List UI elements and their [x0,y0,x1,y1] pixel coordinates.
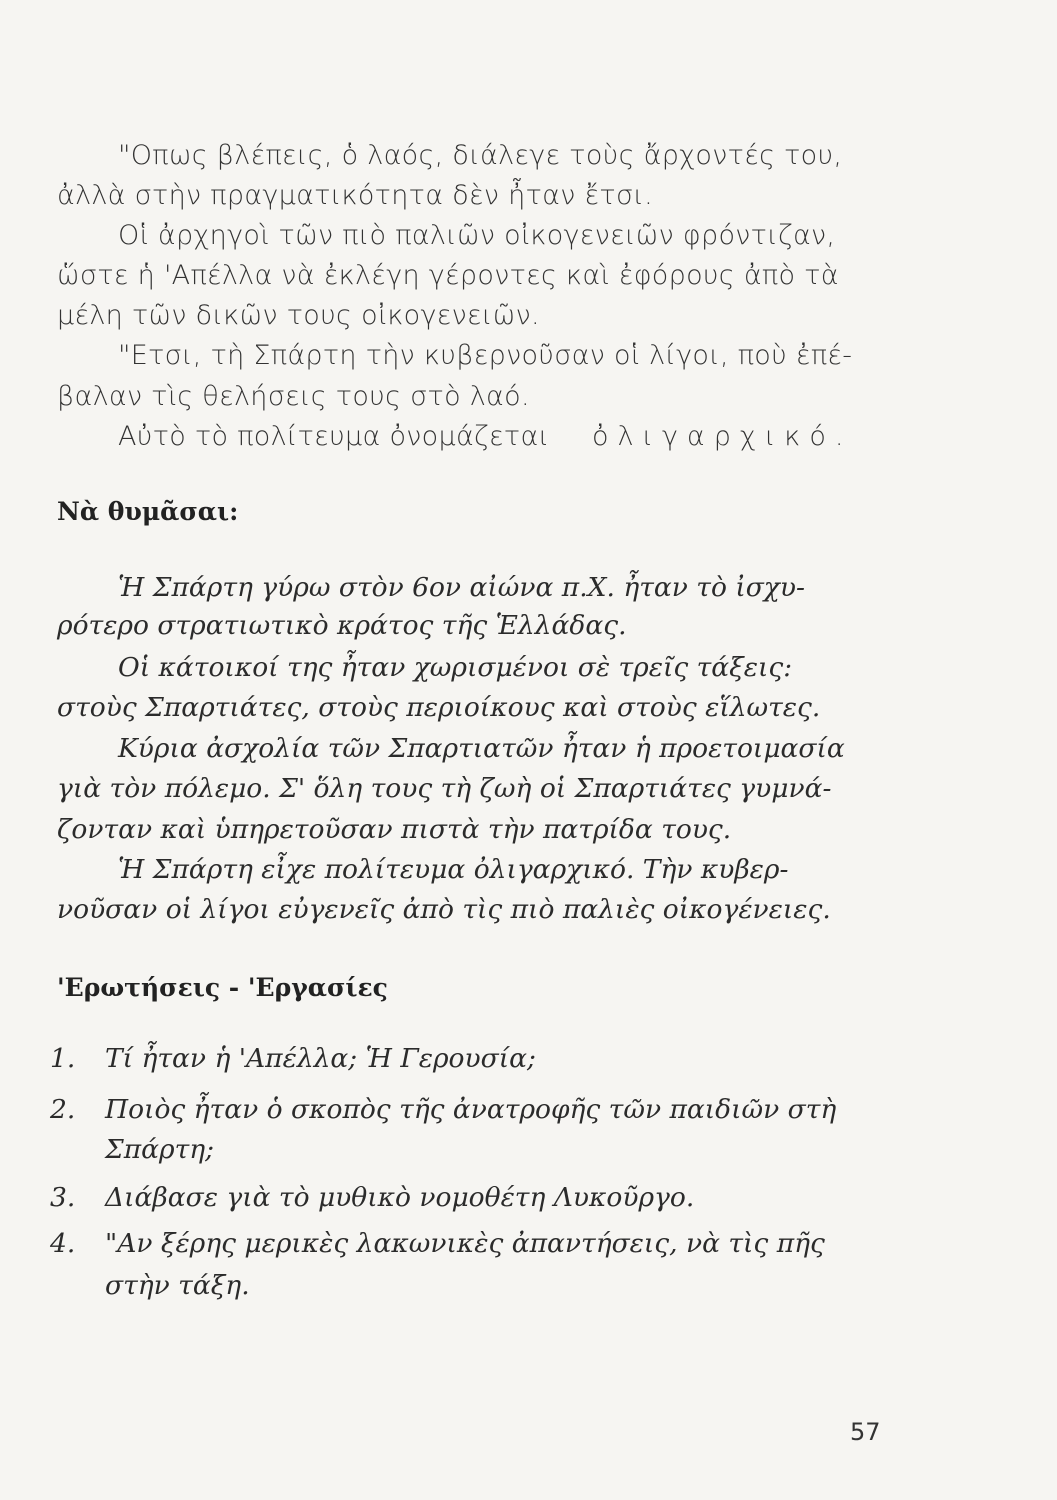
question-text: "Αν ξέρης μερικὲς λακωνικὲς ἀπαντήσεις, νὰ τὶς πῆς [105,1228,825,1259]
question-1 [50,1043,536,1074]
remember-heading: Νὰ θυμᾶσαι: [57,497,239,526]
question-text: Διάβασε γιὰ τὸ μυθικὸ νομοθέτη Λυκοῦργο. [105,1182,695,1213]
intro-line-5: μέλη τῶν δικῶν τους οἰκογενειῶν. [57,300,540,331]
question-4 [50,1228,825,1259]
intro-line-3: Οἱ ἀρχηγοὶ τῶν πιὸ παλιῶν οἰκογενειῶν φρόντιζαν, [118,220,836,251]
question-4-cont [50,1270,250,1301]
questions-heading: 'Ερωτήσεις - 'Εργασίες [57,973,388,1002]
remember-line-6: γιὰ τὸν πόλεμο. Σ' ὅλη τους τὴ ζωὴ οἱ Σπαρτιάτες γυμνά- [57,773,832,804]
remember-line-2: ρότερο στρατιωτικὸ κράτος τῆς Ἑλλάδας. [57,610,627,641]
remember-line-4: στοὺς Σπαρτιάτες, στοὺς περιοίκους καὶ στοὺς εἵλωτες. [57,692,821,723]
question-2 [50,1094,836,1125]
question-number: 1. [50,1043,76,1074]
question-2-cont [50,1134,214,1165]
remember-line-9: νοῦσαν οἱ λίγοι εὐγενεῖς ἀπὸ τὶς πιὸ παλιὲς οἰκογένειες. [57,894,831,925]
remember-line-3: Οἱ κάτοικοί της ἦταν χωρισμένοι σὲ τρεῖς τάξεις: [118,652,793,683]
intro-line-4: ὥστε ἡ 'Απέλλα νὰ ἐκλέγη γέροντες καὶ ἐφόρους ἀπὸ τὰ [57,260,839,291]
question-3 [50,1182,694,1213]
question-number: 4. [50,1228,76,1259]
page-number: 57 [850,1418,881,1446]
intro-line-2: ἀλλὰ στὴν πραγματικότητα δὲν ἦταν ἔτσι. [57,180,653,211]
question-text: Τί ἦταν ἡ 'Απέλλα; Ἡ Γερουσία; [105,1043,536,1074]
question-number: 2. [50,1094,76,1125]
remember-line-7: ζονταν καὶ ὑπηρετοῦσαν πιστὰ τὴν πατρίδα τους. [57,814,732,845]
question-number: 3. [50,1182,76,1213]
remember-line-1: Ἡ Σπάρτη γύρω στὸν 6ον αἰώνα π.Χ. ἦταν τὸ ἰσχυ- [118,572,805,603]
question-text: Ποιὸς ἦταν ὁ σκοπὸς τῆς ἀνατροφῆς τῶν παιδιῶν στὴ [105,1094,837,1125]
question-text: Σπάρτη; [105,1134,215,1165]
oligarchic-emphasis: ὀλιγαρχικό. [592,421,853,452]
intro-line-8: Αὐτὸ τὸ πολίτευμα ὀνομάζεται [118,421,550,452]
intro-line-1: "Οπως βλέπεις, ὁ λαός, διάλεγε τοὺς ἄρχοντές του, [118,140,843,171]
intro-line-6: "Ετσι, τὴ Σπάρτη τὴν κυβερνοῦσαν οἱ λίγοι, ποὺ ἐπέ- [118,340,853,371]
intro-line-7: βαλαν τὶς θελήσεις τους στὸ λαό. [57,381,530,412]
question-text: στὴν τάξη. [105,1270,250,1301]
remember-line-5: Κύρια ἀσχολία τῶν Σπαρτιατῶν ἦταν ἡ προετοιμασία [118,733,845,764]
remember-line-8: Ἡ Σπάρτη εἶχε πολίτευμα ὀλιγαρχικό. Τὴν κυβερ- [118,854,789,885]
